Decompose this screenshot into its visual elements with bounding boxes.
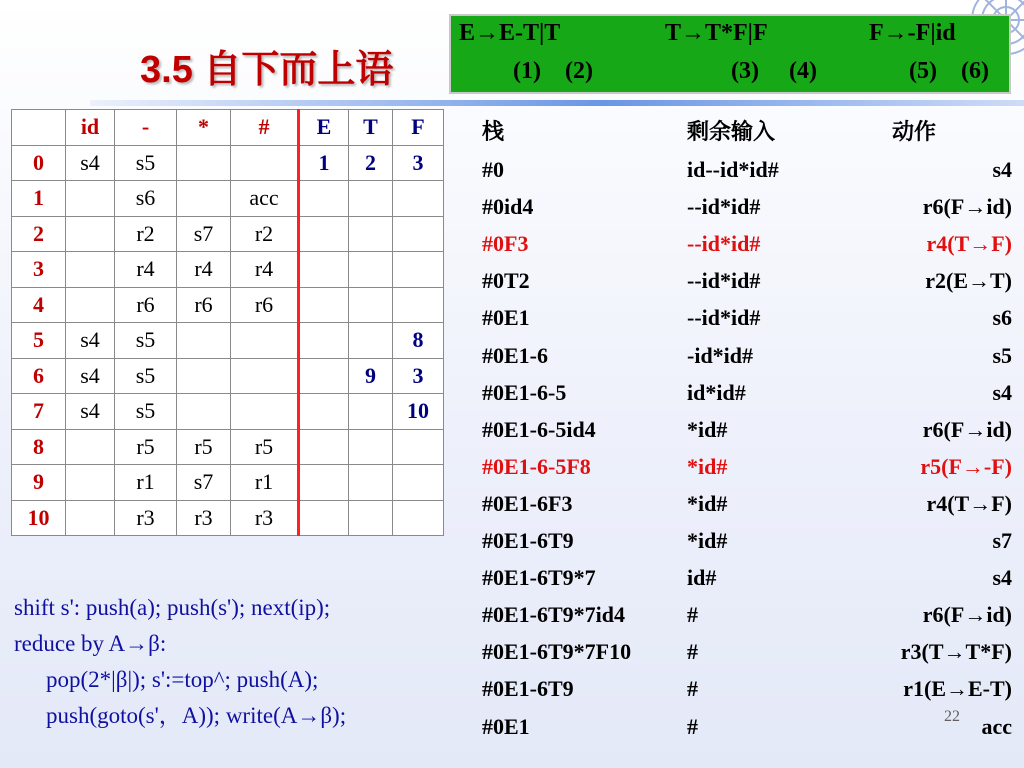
action-cell: s5 [115,323,177,359]
state-cell: 3 [12,252,66,288]
action-cell [231,145,299,181]
table-header-cell: id [66,110,115,146]
table-row [12,287,444,323]
goto-cell [393,252,444,288]
input-cell: id--id*id# [687,157,779,183]
action-cell: r3 [115,500,177,536]
action-header: 动作 [892,120,937,145]
input-cell: # [687,676,698,702]
input-cell: --id*id# [687,231,761,257]
action-cell: acc [231,181,299,217]
goto-cell [349,500,393,536]
action-cell [66,216,115,252]
trace-row [480,635,1024,672]
trace-row [480,413,1024,450]
action-cell: r4(T→F) [926,490,1012,516]
goto-cell [349,181,393,217]
action-cell: r6 [115,287,177,323]
state-cell: 10 [12,500,66,536]
action-cell: s5 [115,358,177,394]
action-cell [66,287,115,323]
goto-cell [349,465,393,501]
table-header-cell: E [299,110,349,146]
stack-cell: #0T2 [482,268,530,294]
goto-cell [299,429,349,465]
action-cell: r4(T→F) [926,231,1012,257]
action-cell [66,429,115,465]
goto-cell: 1 [299,145,349,181]
input-cell: *id# [687,453,728,479]
action-cell: s5 [115,394,177,430]
action-cell: s4 [992,565,1012,591]
action-cell [177,145,231,181]
goto-cell [299,394,349,430]
goto-cell [299,358,349,394]
grammar-rule: E→E-T|T [459,20,561,46]
goto-cell [299,252,349,288]
input-cell: *id# [687,416,728,442]
production-number: (4) [789,58,817,84]
state-cell: 8 [12,429,66,465]
action-cell: s7 [177,465,231,501]
action-cell: r1(E→E-T) [903,676,1012,702]
production-number: (1) [513,58,541,84]
action-cell [177,394,231,430]
table-row [12,181,444,217]
action-cell [66,500,115,536]
goto-cell: 10 [393,394,444,430]
action-cell: s7 [992,528,1012,554]
action-cell [66,181,115,217]
action-cell: s4 [66,358,115,394]
trace-row [480,487,1024,524]
table-row [12,323,444,359]
state-cell: 9 [12,465,66,501]
goto-cell [393,181,444,217]
trace-row [480,561,1024,598]
table-row [12,145,444,181]
table-row [12,216,444,252]
action-cell: r4 [231,252,299,288]
action-cell [177,181,231,217]
action-cell: s6 [115,181,177,217]
action-cell: r6(F→id) [922,602,1012,628]
action-cell [177,358,231,394]
input-cell: # [687,713,698,739]
input-cell: *id# [687,490,728,516]
table-header-cell: * [177,110,231,146]
goto-cell: 2 [349,145,393,181]
action-cell: r4 [177,252,231,288]
goto-cell [299,465,349,501]
action-cell: r6(F→id) [922,194,1012,220]
action-cell [66,252,115,288]
goto-cell [393,465,444,501]
action-cell: r6 [231,287,299,323]
state-cell: 6 [12,358,66,394]
input-cell: -id*id# [687,342,754,368]
table-row [12,429,444,465]
goto-cell [299,500,349,536]
trace-row [480,301,1024,338]
action-cell: r1 [115,465,177,501]
goto-cell [299,287,349,323]
goto-cell [349,252,393,288]
title-underline [90,100,1024,106]
table-header-row [12,110,444,146]
action-cell: r5 [231,429,299,465]
action-cell: r2(E→T) [925,268,1012,294]
goto-cell [393,500,444,536]
note-line: pop(2*|β|); s':=top^; push(A); [46,667,319,692]
stack-cell: #0E1-6 [482,342,548,368]
production-number: (5) [909,58,937,84]
action-cell: r2 [231,216,299,252]
stack-cell: #0E1-6-5F8 [482,453,591,479]
table-row [12,252,444,288]
goto-cell [349,287,393,323]
action-cell: r3(T→T*F) [900,639,1012,665]
note-line: shift s': push(a); push(s'); next(ip); [14,595,331,620]
table-header-cell: # [231,110,299,146]
trace-row [480,227,1024,264]
table-header-cell [12,110,66,146]
input-cell: --id*id# [687,194,761,220]
state-cell: 2 [12,216,66,252]
trace-header [480,116,1024,153]
trace-row [480,339,1024,376]
page-number: 22 [944,708,960,725]
grammar-box [449,14,1011,94]
trace-row [480,376,1024,413]
trace-row [480,598,1024,635]
goto-cell: 3 [393,145,444,181]
slide-title: 3.5 自下而上语 [140,49,394,91]
goto-cell: 9 [349,358,393,394]
stack-cell: #0 [482,157,504,183]
action-cell [66,465,115,501]
action-cell [231,358,299,394]
action-cell: s5 [115,145,177,181]
goto-cell [349,323,393,359]
trace-row [480,672,1024,709]
action-cell [231,323,299,359]
goto-cell [393,216,444,252]
input-cell: --id*id# [687,268,761,294]
action-cell: s6 [992,305,1012,331]
action-cell: r1 [231,465,299,501]
table-header-cell: T [349,110,393,146]
stack-cell: #0E1-6T9 [482,528,574,554]
trace-row [480,450,1024,487]
table-header-cell: F [393,110,444,146]
table-header-cell: - [115,110,177,146]
action-cell: s4 [66,394,115,430]
action-cell: s4 [66,323,115,359]
goto-cell [299,323,349,359]
action-cell: s4 [992,157,1012,183]
trace-row [480,710,1024,747]
goto-cell [299,181,349,217]
stack-cell: #0E1 [482,713,530,739]
lr-parsing-table [11,109,444,536]
action-cell: s7 [177,216,231,252]
stack-cell: #0E1-6T9*7id4 [482,602,626,628]
table-row [12,358,444,394]
input-header: 剩余输入 [687,120,776,145]
trace-row [480,190,1024,227]
state-cell: 4 [12,287,66,323]
table-row [12,394,444,430]
action-cell: s4 [66,145,115,181]
action-cell: r5 [115,429,177,465]
note-line: reduce by A→β: [14,631,167,656]
production-number: (2) [565,58,593,84]
input-cell: # [687,639,698,665]
input-cell: id# [687,565,717,591]
grammar-rule: T→T*F|F [665,20,768,46]
goto-cell [393,429,444,465]
state-cell: 7 [12,394,66,430]
stack-cell: #0E1-6T9 [482,676,574,702]
action-cell [231,394,299,430]
action-cell: s5 [992,342,1012,368]
stack-cell: #0E1-6T9*7F10 [482,639,632,665]
goto-cell: 8 [393,323,444,359]
production-number: (6) [961,58,989,84]
state-cell: 0 [12,145,66,181]
goto-cell [299,216,349,252]
table-row [12,465,444,501]
goto-cell [393,287,444,323]
input-cell: # [687,602,698,628]
state-cell: 1 [12,181,66,217]
action-cell: r6(F→id) [922,416,1012,442]
action-cell: r6 [177,287,231,323]
grammar-rule: F→-F|id [869,20,956,46]
goto-cell [349,429,393,465]
algorithm-notes [14,590,346,734]
goto-cell [349,216,393,252]
stack-cell: #0E1-6-5id4 [482,416,596,442]
trace-row [480,524,1024,561]
action-cell: acc [981,713,1012,739]
input-cell: id*id# [687,379,746,405]
action-cell: r2 [115,216,177,252]
trace-row [480,153,1024,190]
action-cell: r4 [115,252,177,288]
action-cell [177,323,231,359]
stack-cell: #0E1-6-5 [482,379,567,405]
production-number: (3) [731,58,759,84]
input-cell: *id# [687,528,728,554]
stack-header: 栈 [482,120,505,145]
stack-cell: #0F3 [482,231,529,257]
action-cell: r3 [231,500,299,536]
parse-trace [480,116,1024,747]
goto-cell: 3 [393,358,444,394]
goto-cell [349,394,393,430]
action-cell: s4 [992,379,1012,405]
stack-cell: #0E1 [482,305,530,331]
stack-cell: #0E1-6F3 [482,490,573,516]
trace-row [480,264,1024,301]
action-cell: r3 [177,500,231,536]
input-cell: --id*id# [687,305,761,331]
state-cell: 5 [12,323,66,359]
stack-cell: #0E1-6T9*7 [482,565,596,591]
note-line: push(goto(s'，A)); write(A→β); [46,703,347,728]
stack-cell: #0id4 [482,194,534,220]
table-row [12,500,444,536]
action-cell: r5 [177,429,231,465]
action-cell: r5(F→-F) [920,453,1012,479]
